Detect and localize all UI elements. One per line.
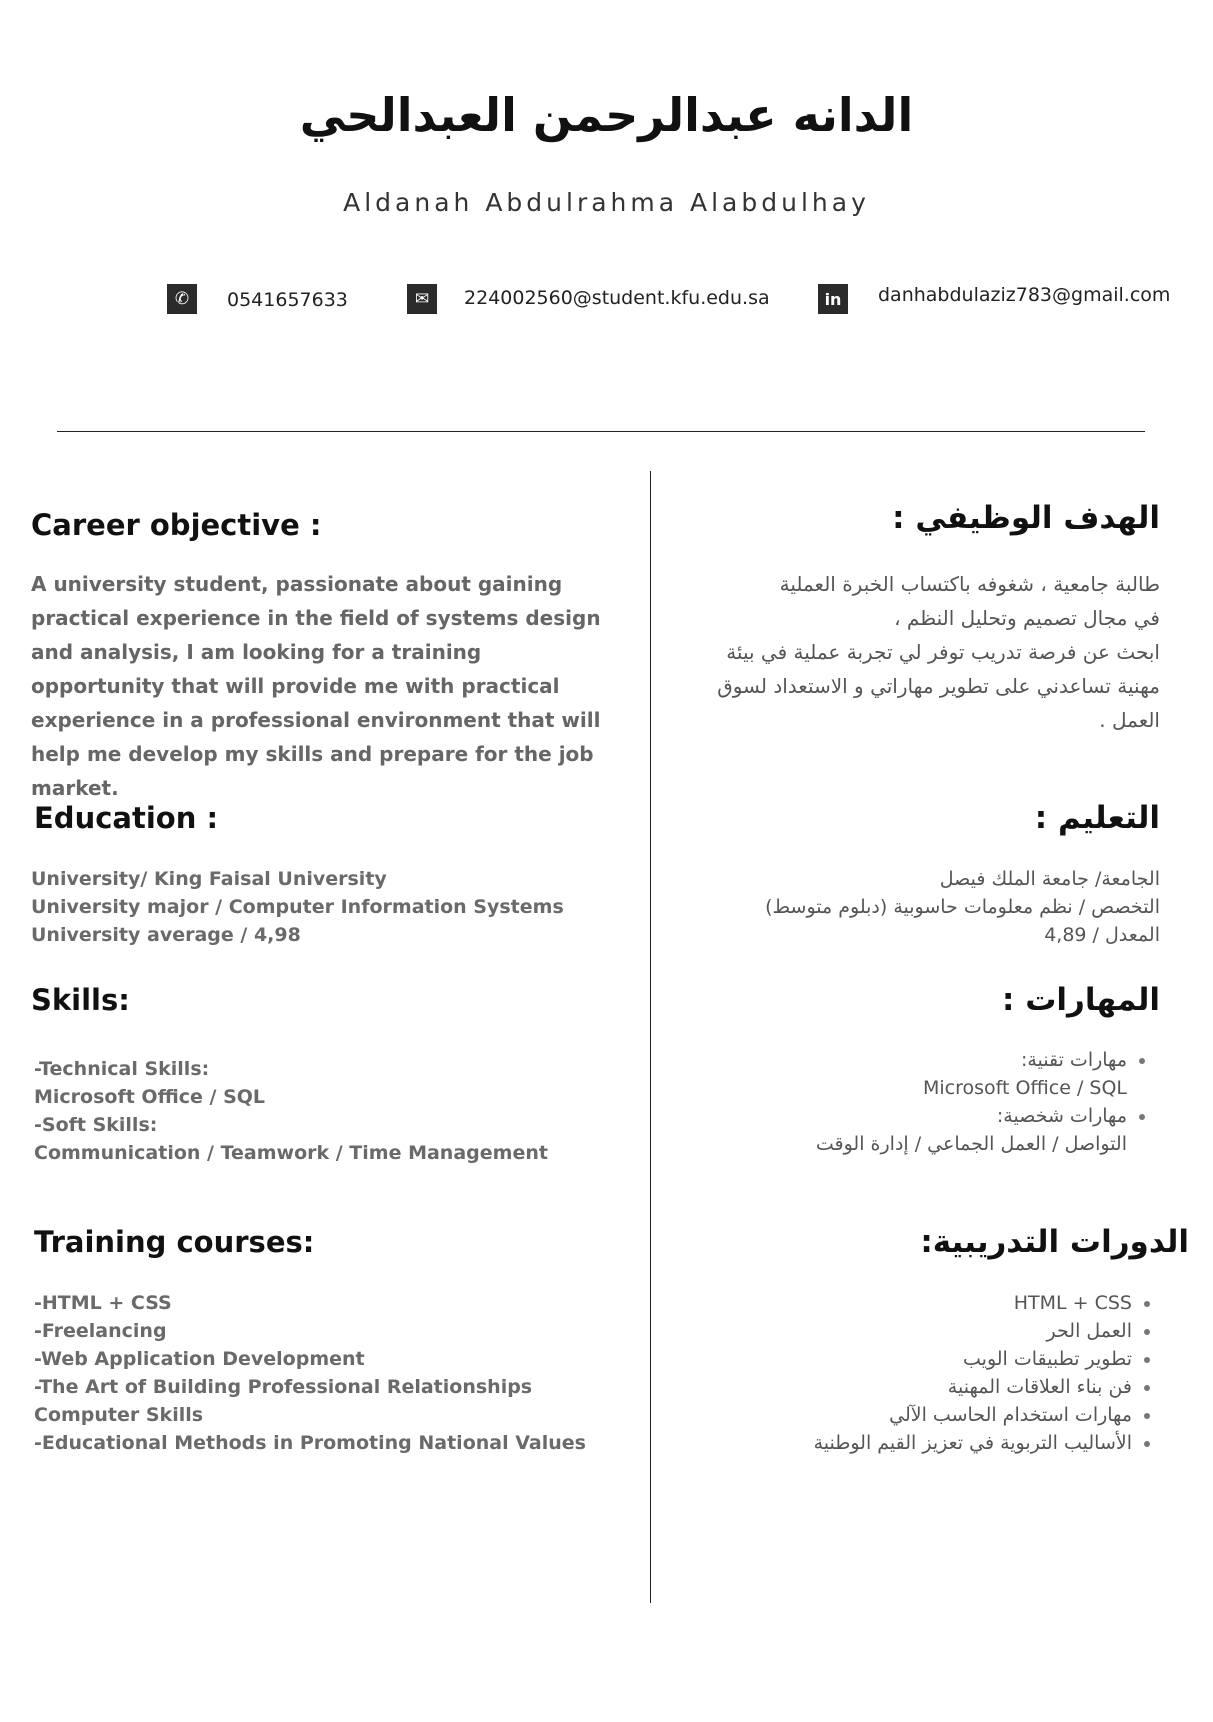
training-item-ar: • تطوير تطبيقات الويب	[814, 1345, 1132, 1373]
skills-list	[34, 1055, 548, 1167]
skills-value-ar: التواصل / العمل الجماعي / إدارة الوقت	[815, 1133, 1127, 1155]
skills-line: -Soft Skills:	[34, 1114, 158, 1136]
education-line-ar: الجامعة/ جامعة الملك فيصل	[939, 868, 1160, 890]
skills-value-ar: Microsoft Office / SQL	[922, 1077, 1127, 1099]
training-item-ar: • فن بناء العلاقات المهنية	[814, 1373, 1132, 1401]
training-item-ar: • مهارات استخدام الحاسب الآلي	[814, 1401, 1132, 1429]
skills-line: Communication / Teamwork / Time Management	[34, 1142, 548, 1164]
skills-label-ar: • مهارات تقنية:	[1020, 1049, 1127, 1071]
career-objective-heading: Career objective :	[31, 508, 322, 542]
training-list-ar	[814, 1289, 1160, 1457]
skills-item-ar	[816, 1102, 1127, 1158]
training-item-ar: • الأساليب التربوية في تعزيز القيم الوطنية	[814, 1429, 1132, 1457]
skills-heading-ar: المهارات :	[1002, 982, 1160, 1018]
objective-line-ar: العمل .	[1099, 708, 1160, 732]
education-list	[31, 865, 564, 949]
skills-line: -Technical Skills:	[34, 1058, 210, 1080]
education-heading: Education :	[34, 801, 219, 835]
training-line: -Web Application Development	[34, 1348, 365, 1370]
objective-line-ar: في مجال تصميم وتحليل النظم ،	[894, 606, 1160, 630]
training-item-ar: • HTML + CSS	[814, 1289, 1132, 1317]
contact-gmail[interactable]: danhabdulaziz783@gmail.com	[878, 284, 1171, 306]
training-item-ar: • العمل الحر	[814, 1317, 1132, 1345]
name-arabic: الدانه عبدالرحمن العبدالحي	[299, 88, 914, 142]
education-heading-ar: التعليم :	[1034, 800, 1160, 836]
objective-line-ar: مهنية تساعدني على تطوير مهاراتي و الاستعداد لسوق	[717, 674, 1160, 698]
education-line: University major / Computer Information Systems	[31, 896, 564, 918]
header-divider	[57, 431, 1145, 432]
training-line: Computer Skills	[34, 1404, 204, 1426]
skills-heading: Skills:	[31, 983, 130, 1017]
email-icon: ✉	[407, 284, 437, 314]
contact-email[interactable]: 224002560@student.kfu.edu.sa	[464, 287, 770, 309]
training-line: -HTML + CSS	[34, 1292, 172, 1314]
contact-phone[interactable]: 0541657633	[227, 289, 348, 311]
training-line: -The Art of Building Professional Relationships	[34, 1376, 533, 1398]
training-list	[34, 1289, 586, 1457]
education-line: University average / 4,98	[31, 924, 301, 946]
training-heading-ar: الدورات التدريبية:	[920, 1224, 1189, 1260]
skills-item-ar	[816, 1046, 1127, 1102]
name-english: Aldanah Abdulrahma Alabdulhay	[343, 188, 870, 217]
skills-line: Microsoft Office / SQL	[34, 1086, 266, 1108]
objective-text-ar	[640, 567, 1160, 737]
objective-line-ar: طالبة جامعية ، شغوفه باكتساب الخبرة العملية	[779, 572, 1160, 596]
objective-line-ar: ابحث عن فرصة تدريب توفر لي تجربة عملية في بيئة	[726, 640, 1160, 664]
training-heading: Training courses:	[34, 1225, 315, 1259]
training-line: -Freelancing	[34, 1320, 167, 1342]
skills-list-ar	[816, 1046, 1155, 1158]
career-objective-text: A university student, passionate about gaining practical experience in the field of systems design and analysis, I am looking for a training opportunity that will provide me with practical experience in a professional environment that will help me develop my skills and prepare for the job market.	[31, 572, 601, 800]
phone-icon: ✆	[167, 284, 197, 314]
education-line-ar: المعدل / 4,89	[1044, 924, 1160, 946]
objective-heading-ar: الهدف الوظيفي :	[892, 500, 1160, 536]
education-line: University/ King Faisal University	[31, 868, 387, 890]
education-list-ar	[765, 865, 1160, 949]
skills-label-ar: • مهارات شخصية:	[996, 1105, 1127, 1127]
linkedin-icon: in	[818, 284, 848, 314]
training-line: -Educational Methods in Promoting National Values	[34, 1432, 586, 1454]
education-line-ar: التخصص / نظم معلومات حاسوبية (دبلوم متوسط)	[765, 896, 1160, 918]
